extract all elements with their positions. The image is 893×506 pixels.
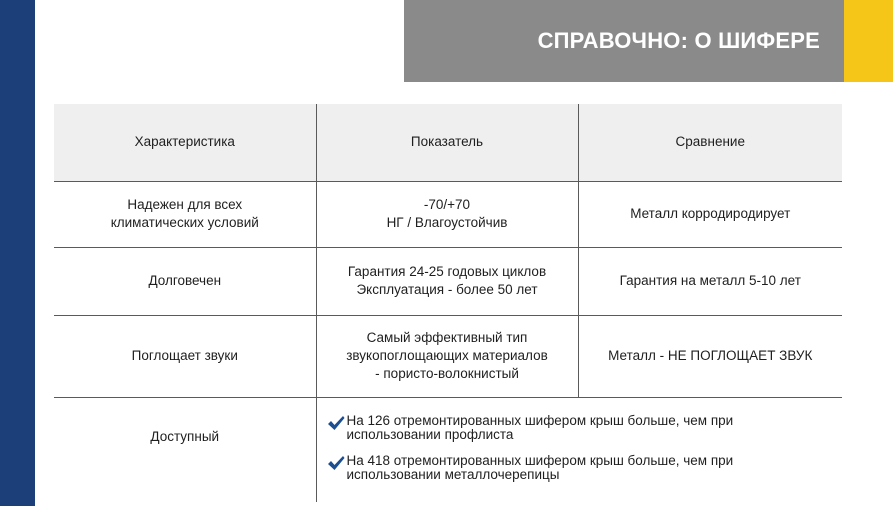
point-line: На 418 отремонтированных шифером крыш больше, чем при [346, 452, 734, 468]
list-item [327, 414, 837, 442]
point-line: использовании металлочерепицы [346, 466, 560, 482]
cell-characteristic [54, 397, 316, 502]
comparison-table-container [54, 104, 842, 502]
cell-line: -70/+70 [423, 197, 471, 212]
cell-line: Гарантия 24-25 годовых циклов [347, 264, 547, 279]
cell-indicator [316, 247, 578, 315]
comparison-table [54, 104, 842, 502]
cell-comparison [578, 181, 842, 247]
table-row [54, 397, 842, 502]
table-header-row [54, 104, 842, 181]
list-item [327, 454, 837, 482]
cell-characteristic [54, 181, 316, 247]
cell-line: Долговечен [148, 273, 222, 288]
table-row [54, 247, 842, 315]
cell-indicator [316, 315, 578, 397]
table-row [54, 315, 842, 397]
cell-comparison [578, 247, 842, 315]
cell-affordability-points [316, 397, 842, 502]
cell-line: климатических условий [110, 215, 259, 230]
cell-line: Эксплуатация - более 50 лет [356, 282, 538, 297]
cell-line: НГ / Влагоустойчив [386, 215, 508, 230]
header-indicator: Показатель [316, 104, 578, 181]
cell-line: - пористо-волокнистый [375, 366, 519, 381]
yellow-accent-tab [844, 0, 893, 82]
header-comparison: Сравнение [578, 104, 842, 181]
cell-characteristic [54, 247, 316, 315]
cell-indicator [316, 181, 578, 247]
header-characteristic: Характеристика [54, 104, 316, 181]
point-line: На 126 отремонтированных шифером крыш больше, чем при [346, 412, 734, 428]
cell-line: Поглощает звуки [131, 348, 238, 363]
cell-line: Самый эффективный тип [366, 330, 528, 345]
cell-line: Металл корродиродирует [630, 206, 791, 221]
cell-line: Гарантия на металл 5-10 лет [619, 273, 801, 288]
page-title: СПРАВОЧНО: О ШИФЕРЕ [537, 28, 820, 53]
cell-line: Доступный [150, 428, 220, 444]
checkmark-icon [327, 415, 345, 431]
cell-line: Надежен для всех [127, 197, 243, 212]
cell-characteristic [54, 315, 316, 397]
cell-line: Металл - НЕ ПОГЛОЩАЕТ ЗВУК [608, 348, 813, 363]
table-row [54, 181, 842, 247]
side-accent-bar [0, 0, 35, 506]
cell-comparison [578, 315, 842, 397]
cell-line: звукопоглощающих материалов [346, 348, 548, 363]
point-line: использовании профлиста [346, 426, 514, 442]
checkmark-icon [327, 455, 345, 471]
title-banner [404, 0, 844, 82]
